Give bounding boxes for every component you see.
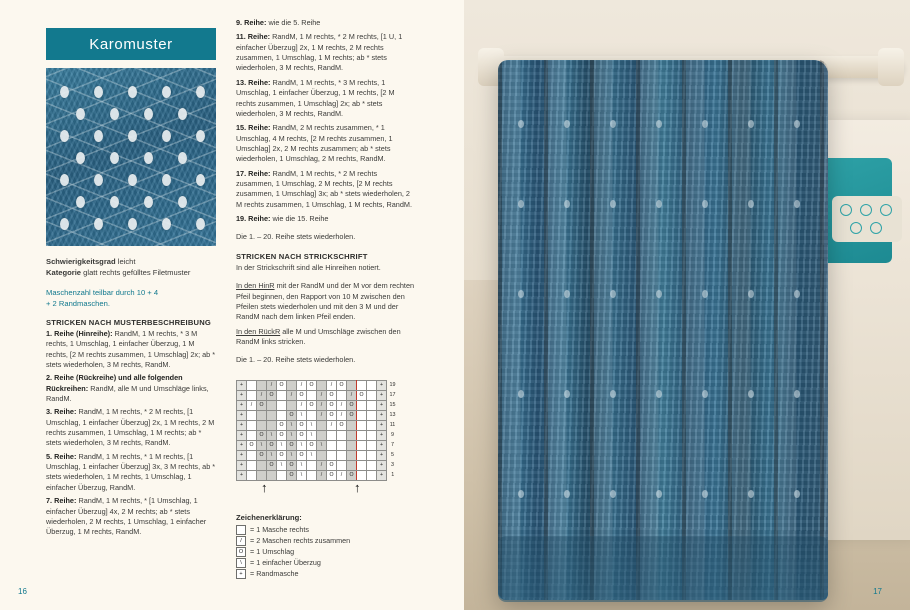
chart-row: + O \ O \ O \ + 5: [237, 450, 399, 460]
chart-row: + / O / O / O / O + 17: [237, 390, 399, 400]
row-instruction: [236, 78, 416, 119]
chart-row: + O \ O \ / O + 3: [237, 460, 399, 470]
meta-value-difficulty: leicht: [117, 257, 136, 266]
photo-knitted-throw: [498, 60, 828, 600]
row-label: 2. Reihe (Rückreihe) und alle folgenden Rückreihen:: [46, 373, 183, 393]
row-text: RandM, 1 M rechts, * 3 M rechts, 1 Umschlag, 1 einfacher Überzug, 1 M rechts, [2 M rechts zusammen, 1 Umschlag] 2x; ab * stets wiederholen, 3 M rechts, RandM.: [236, 77, 395, 118]
stitch-count-line-2: + 2 Randmaschen.: [46, 298, 110, 308]
legend-symbol-k2tog: /: [236, 536, 246, 546]
row-instruction: [236, 169, 416, 210]
page-number-left: 16: [18, 587, 27, 596]
chart-instructions-right-side: [236, 281, 416, 322]
row-text: RandM, 1 M rechts, * 2 M rechts, [1 Umschlag, 1 einfacher Überzug] 2x, 1 M rechts, 2 M rechts zusammen, 1 Umschlag, 1 M rechts; ab * stets wiederholen, 3 M rechts, RandM.: [46, 407, 215, 448]
chart-row: + O \ / O / O + 1: [237, 470, 399, 480]
meta-label-difficulty: Schwierigkeitsgrad: [46, 257, 116, 266]
rueckreihen-underline: In den RückR: [236, 326, 281, 336]
row-instruction: [236, 123, 416, 164]
legend-item: [236, 558, 416, 568]
rueckreihen-text: alle M und Umschläge zwischen den RandM links stricken.: [236, 326, 401, 346]
stitch-chart-grid: [236, 380, 399, 481]
chart-row: + / O / O / O + 19: [237, 380, 399, 390]
meta-row-category: [46, 267, 216, 278]
legend: [236, 513, 416, 579]
chart-row: + / O / O / O / O + 15: [237, 400, 399, 410]
legend-item: [236, 547, 416, 557]
swatch-eyelets: [46, 68, 216, 246]
swatch-photo: [46, 68, 216, 246]
repeat-note: Die 1. – 20. Reihe stets wiederholen.: [236, 232, 356, 242]
meta-label-category: Kategorie: [46, 268, 82, 278]
row-text: RandM, 2 M rechts zusammen, * 1 Umschlag, 4 M rechts, [2 M rechts zusammen, 1 Umschlag] 2x, 2 M rechts zusammen; ab * stets wiederholen, 1 Umschlag, 2 M rechts, RandM.: [236, 123, 393, 164]
stitch-count-line-1: Maschenzahl teilbar durch 10 + 4: [46, 287, 159, 297]
legend-label: = 1 Masche rechts: [250, 525, 309, 535]
chart-row-number: 15: [389, 401, 396, 408]
row-label: 1. Reihe (Hinreihe):: [46, 328, 113, 338]
legend-title: Zeichenerklärung:: [236, 512, 302, 522]
row-label: 5. Reihe:: [46, 451, 77, 461]
chart-row-number: 9: [391, 431, 394, 438]
row-text: RandM, 1 M rechts, * 3 M rechts, 1 Umschlag, 1 einfacher Überzug, 1 M rechts, [2 M rechts zusammen, 1 Umschlag] 2x; ab * stets wiederholen, 3 M rechts, RandM.: [46, 328, 216, 369]
row-label: 15. Reihe:: [236, 123, 271, 133]
chart-row: + O \ O \ / O + 11: [237, 420, 399, 430]
row-text: wie die 15. Reihe: [270, 214, 329, 224]
left-column: [46, 28, 216, 541]
row-label: 19. Reihe:: [236, 214, 271, 224]
row-text: RandM, alle M und Umschläge links, RandM.: [46, 383, 209, 403]
chart-instructions-sub: In der Strickschrift sind alle Hinreihen notiert.: [236, 262, 381, 272]
row-text: RandM, 1 M rechts, * 2 M rechts, [1 U, 1 einfacher Überzug] 2x, 1 M rechts, 2 M rechts zusammen, 1 Umschlag, 1 M rechts; ab * stets wiederholen, 3 M rechts, RandM.: [236, 32, 403, 73]
stitch-chart: [236, 380, 412, 503]
chart-row: + O \ / O / O + 13: [237, 410, 399, 420]
stitch-count-note: [46, 287, 216, 309]
photo-throw-hem: [498, 536, 828, 602]
row-instruction: [236, 32, 416, 73]
legend-item: [236, 536, 416, 546]
row-instruction: [46, 496, 216, 537]
row-instruction: [46, 373, 216, 404]
project-photo: [464, 0, 910, 610]
chart-row-number: 1: [391, 471, 395, 478]
pattern-meta: [46, 256, 216, 279]
chart-row-number: 13: [389, 411, 396, 418]
hinreihen-text: mit der RandM und der M vor dem rechten Pfeil beginnen, den Rapport von 10 M zwischen den Pfeilen stets wiederholen und mit den 3 M und der RandM nach dem linken Pfeil enden.: [236, 281, 415, 322]
page-title: Karomuster: [89, 35, 173, 53]
row-label: 13. Reihe:: [236, 77, 271, 87]
meta-row-difficulty: [46, 256, 216, 267]
legend-symbol-yarnover: O: [236, 547, 246, 557]
photo-rail-cap-right: [878, 48, 904, 86]
row-text: wie die 5. Reihe: [266, 18, 321, 27]
row-instruction: [46, 407, 216, 448]
photo-throw-folds: [498, 60, 828, 600]
repeat-note-2: Die 1. – 20. Reihe stets wiederholen.: [236, 355, 356, 365]
legend-symbol-ssk: \: [236, 558, 246, 568]
row-instruction: [46, 329, 216, 370]
page-number-right: 17: [873, 587, 882, 596]
chart-repeat-arrows: ↑ ↑: [261, 479, 361, 495]
row-label: 17. Reihe:: [236, 168, 271, 178]
legend-item: [236, 525, 416, 535]
chart-row-number: 11: [389, 421, 396, 428]
legend-label: = 1 einfacher Überzug: [250, 558, 321, 568]
chart-row-number: 17: [389, 391, 396, 398]
legend-symbol-knit: [236, 525, 246, 535]
chart-row-number: 7: [391, 441, 394, 448]
row-text: RandM, 1 M rechts, * 2 M rechts zusammen, 1 Umschlag, 2 M rechts, [2 M rechts zusammen, 1 Umschlag] 3x; ab * stets wiederholen, 2 M rechts zusammen, 1 Umschlag, 1 M rechts, RandM.: [236, 168, 412, 209]
row-instruction: [46, 452, 216, 493]
legend-item: [236, 569, 416, 579]
pattern-title-banner: [46, 28, 216, 60]
chart-row-number: 19: [389, 381, 396, 388]
row-label: 7. Reihe:: [46, 496, 77, 506]
row-text: RandM, 1 M rechts, * 1 M rechts, [1 Umschlag, 1 einfacher Überzug] 3x, 3 M rechts, ab * stets wiederholen, 1 M rechts, 1 Umschlag, 1 einfacher Überzug, RandM.: [46, 451, 216, 492]
legend-label: = 2 Maschen rechts zusammen: [250, 536, 351, 546]
row-label: 3. Reihe:: [46, 407, 77, 417]
chart-instructions-wrong-side: [236, 327, 416, 348]
row-text: RandM, 1 M rechts, * [1 Umschlag, 1 einfacher Überzug] 4x, 2 M rechts; ab * stets wiederholen, 2 M rechts, 1 Umschlag, 1 einfacher Überzug, 1 M rechts, RandM.: [46, 496, 207, 537]
meta-value-category: glatt rechts gefülltes Filetmuster: [83, 268, 191, 278]
right-column: [236, 18, 416, 580]
legend-label: = Randmasche: [250, 569, 299, 579]
section-heading-chart-instructions: STRICKEN NACH STRICKSCHRIFT: [236, 251, 368, 261]
chart-row-number: 3: [391, 461, 394, 468]
row-label: 11. Reihe:: [236, 32, 271, 42]
row-instruction: [236, 214, 416, 224]
row-instruction: [236, 18, 416, 28]
row-label: 9. Reihe:: [236, 18, 267, 27]
section-heading-written-instructions: STRICKEN NACH MUSTERBESCHREIBUNG: [46, 317, 212, 327]
hinreihen-underline: In den HinR: [236, 281, 275, 291]
chart-row-number: 5: [391, 451, 394, 458]
right-page: [464, 0, 910, 610]
legend-label: = 1 Umschlag: [250, 547, 295, 557]
legend-symbol-edge: +: [236, 569, 246, 579]
photo-patterned-cushion: [832, 196, 902, 242]
chart-row: + O \ O \ O \ O \ + 7: [237, 440, 399, 450]
chart-row: + O \ O \ O \ + 9: [237, 430, 399, 440]
